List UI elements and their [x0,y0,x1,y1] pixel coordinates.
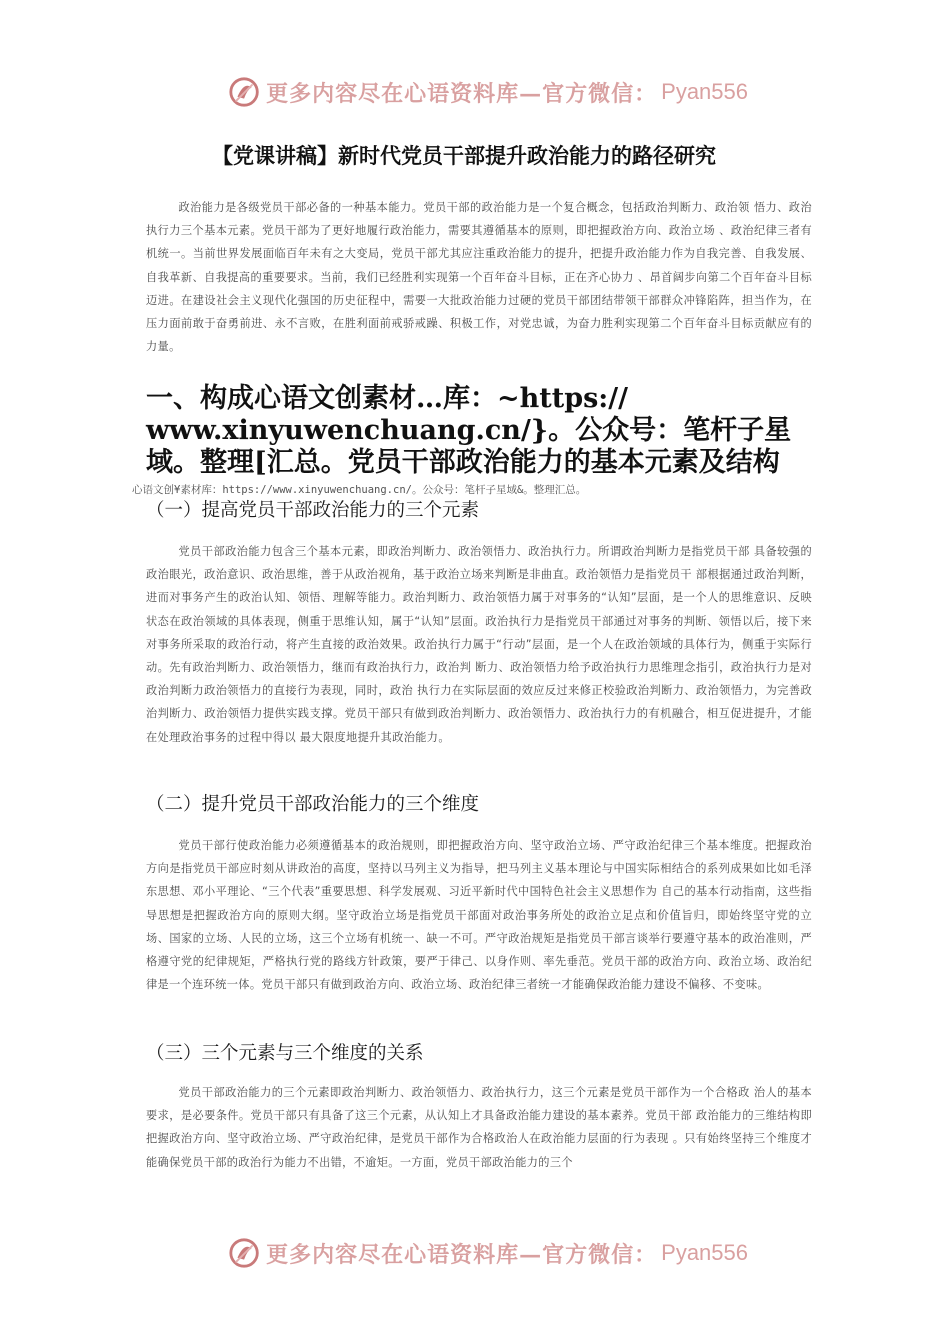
document-title: 【党课讲稿】新时代党员干部提升政治能力的路径研究 [212,144,716,168]
subsection-1-paragraph: 党员干部政治能力包含三个基本元素，即政治判断力、政治领悟力、政治执行力。所谓政治判断力是指党员干部 具备较强的政治眼光，政治意识、政治思维，善于从政治视角，基于政治立场来判断是非曲直。政治领悟力是指党员干 部根据通过政治判断，进而对事务产生的政治认知、领悟、理解等能力。政治判断力、政治领悟力属于对事务的“认知”层面，是一个人的思维意识、反映状态在政治领域的具体表现，侧重于思维认知，属于“认知”层面。政治执行力是指党员干部通过对事务的判断、领悟以后，接下来对事务所采取的政治行动，将产生直接的政治效果。政治执行力属于“行动”层面，是一个人在政治领域的具体行为，侧重于实际行动。先有政治判断力、政治领悟力，继而有政治执行力，政治判 断力、政治领悟力给予政治执行力思维理念指引，政治执行力是对政治判断力政治领悟力的直接行为表现，同时，政治 执行力在实际层面的效应反过来修正校验政治判断力、政治领悟力，为完善政治判断力、政治领悟力提供实践支撑。党员干部只有做到政治判断力、政治领悟力、政治执行力的有机融合，相互促进提升，才能在处理政治事务的过程中得以 最大限度地提升其政治能力。 [146,545,812,744]
subsection-2-heading: （二）提升党员干部政治能力的三个维度 [146,794,480,815]
banner-text: 更多内容尽在心语资料库—官方微信： [266,1241,658,1268]
subsection-3-paragraph: 党员干部政治能力的三个元素即政治判断力、政治领悟力、政治执行力，这三个元素是党员干部作为一个合格政 治人的基本要求，是必要条件。党员干部只有具备了这三个元素，从认知上才具备政治能力建设的基本素养。党员干部 政治能力的三维结构即把握政治方向、坚守政治立场、严守政治纪律，是党员干部作为合格政治人在政治能力层面的行为表现 。只有始终坚持三个维度才能确保党员干部的政治行为能力不出错，不逾矩。一方面，党员干部政治能力的三个 [146,1086,812,1169]
subsection-1-heading: （一）提高党员干部政治能力的三个元素 [146,500,480,521]
brand-logo-icon [228,1236,260,1270]
intro-paragraph: 政治能力是各级党员干部必备的一种基本能力。党员干部的政治能力是一个复合概念，包括政治判断力、政治领 悟力、政治执行力三个基本元素。党员干部为了更好地履行政治能力，需要其遵循基本的原则，即把握政治方向、政治立场 、政治纪律三者有机统一。当前世界发展面临百年未有之大变局，党员干部尤其应注重政治能力的提升，把提升政治能力作为自我完善、自我发展、自我革新、自我提高的重要要求。当前，我们已经胜利实现第一个百年奋斗目标，正在齐心协力 、昂首阔步向第二个百年奋斗目标迈进。在建设社会主义现代化强国的历史征程中，需要一大批政治能力过硬的党员干部团结带领干部群众冲锋陷阵，担当作为，在压力面前敢于奋勇前进、永不言败，在胜利面前戒骄戒躁、积极工作，对党忠诚，为奋力胜利实现第二个百年奋斗目标贡献应有的力量。 [146,201,812,354]
banner-wechat-id: Pyan556 [661,1240,748,1265]
banner-wechat-id: Pyan556 [661,79,748,104]
subsection-2-paragraph: 党员干部行使政治能力必须遵循基本的政治规则，即把握政治方向、坚守政治立场、严守政治纪律三个基本维度。把握政治方向是指党员干部应时刻从讲政治的高度，坚持以马列主义为指导，把马列主义基本理论与中国实际相结合的系列成果如比如毛泽东思想、邓小平理论、“三个代表”重要思想、科学发展观、习近平新时代中国特色社会主义思想作为 自己的基本行动指南，这些指导思想是把握政治方向的原则大纲。坚守政治立场是指党员干部面对政治事务所处的政治立足点和价值旨归，即始终坚守党的立场、国家的立场、人民的立场，这三个立场有机统一、缺一不可。严守政治规矩是指党员干部言谈举行要遵守基本的政治准则，严格遵守党的纪律规矩，严格执行党的路线方针政策，要严于律己、以身作则、率先垂范。党员干部的政治方向、政治立场、政治纪律是一个连环统一体。党员干部只有做到政治方向、政治立场、政治纪律三者统一才能确保政治能力建设不偏移、不变味。 [146,839,812,992]
footer-banner [228,1233,748,1273]
subsection-3-heading: （三）三个元素与三个维度的关系 [146,1043,424,1064]
source-note: 心语文创¥素材库：https://www.xinyuwenchuang.cn/。公众号：笔杆子星域&。整理汇总。 [132,484,587,496]
banner-text: 更多内容尽在心语资料库—官方微信： [266,80,658,107]
section-1-heading: 一、构成心语文创素材…库：~https:// www.xinyuwenchuang.cn/}。公众号：笔杆子星域。整理[汇总。党员干部政治能力的基本元素及结构 [146,383,792,478]
brand-logo-icon [228,75,260,109]
header-banner [228,72,748,112]
